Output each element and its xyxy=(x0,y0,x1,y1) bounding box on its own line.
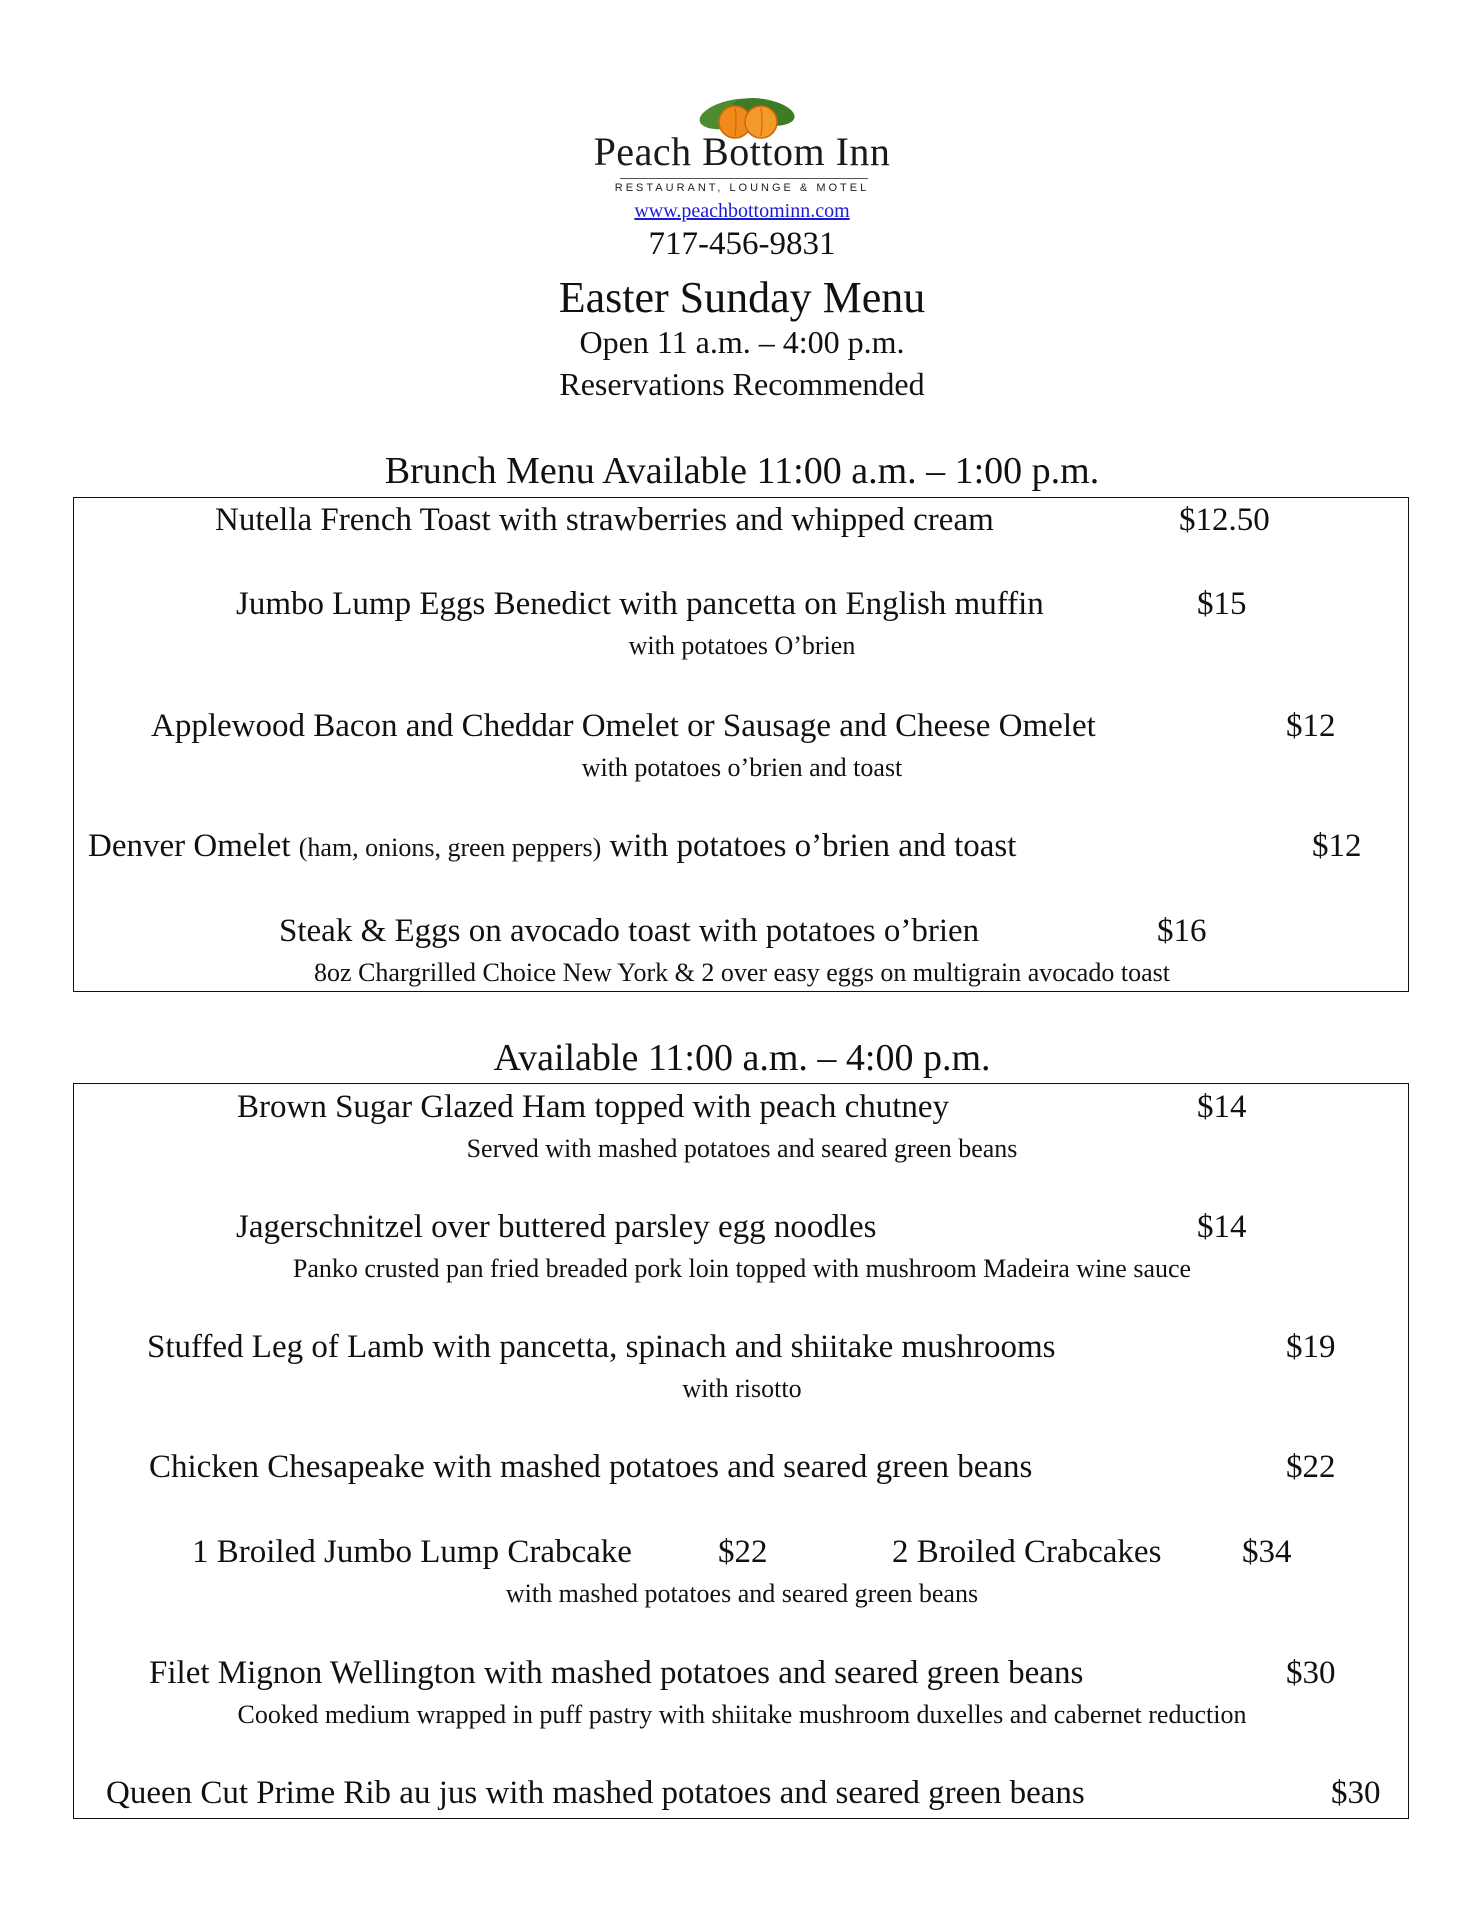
phone-number: 717-456-9831 xyxy=(648,226,836,262)
menu-item-price: $15 xyxy=(1197,586,1247,622)
menu-item-name: Filet Mignon Wellington with mashed potatoes and seared green beans xyxy=(149,1655,1084,1691)
brand-name: Peach Bottom Inn xyxy=(593,129,891,174)
menu-item-description: with mashed potatoes and seared green beans xyxy=(505,1579,979,1608)
opening-hours: Open 11 a.m. – 4:00 p.m. xyxy=(579,324,905,360)
menu-item-price: $30 xyxy=(1286,1655,1336,1691)
menu-item-name: 2 Broiled Crabcakes xyxy=(892,1534,1162,1570)
menu-item-description: Served with mashed potatoes and seared green beans xyxy=(466,1134,1018,1163)
menu-item-price: $34 xyxy=(1242,1534,1292,1570)
menu-item-price: $19 xyxy=(1286,1329,1336,1365)
brand-subtitle: RESTAURANT, LOUNGE & MOTEL xyxy=(614,182,870,194)
menu-item-name: Nutella French Toast with strawberries and whipped cream xyxy=(215,502,994,538)
menu-item-name: Jumbo Lump Eggs Benedict with pancetta on English muffin xyxy=(236,586,1044,622)
menu-item-name-part: Denver Omelet xyxy=(88,828,291,864)
menu-item-name: Steak & Eggs on avocado toast with potatoes o’brien xyxy=(279,913,980,949)
brand-divider xyxy=(620,178,868,179)
menu-item-name: Stuffed Leg of Lamb with pancetta, spinach and shiitake mushrooms xyxy=(147,1329,1056,1365)
allday-heading: Available 11:00 a.m. – 4:00 p.m. xyxy=(493,1037,991,1079)
menu-item-name-parenthetical: (ham, onions, green peppers) xyxy=(298,833,602,862)
page-title: Easter Sunday Menu xyxy=(558,273,926,322)
menu-item-name: Chicken Chesapeake with mashed potatoes and seared green beans xyxy=(149,1449,1033,1485)
menu-item-name: Brown Sugar Glazed Ham topped with peach chutney xyxy=(237,1089,950,1125)
menu-item-name xyxy=(88,828,1016,865)
menu-item-name: Applewood Bacon and Cheddar Omelet or Sausage and Cheese Omelet xyxy=(151,708,1096,744)
menu-item-price: $16 xyxy=(1157,913,1207,949)
menu-item-price: $22 xyxy=(1286,1449,1336,1485)
menu-item-price: $22 xyxy=(718,1534,768,1570)
menu-item-price: $14 xyxy=(1197,1209,1247,1245)
menu-item-name: Jagerschnitzel over buttered parsley egg noodles xyxy=(236,1209,877,1245)
reservations-note: Reservations Recommended xyxy=(559,366,925,402)
menu-item-price: $12 xyxy=(1312,828,1362,864)
menu-item-name-part: with potatoes o’brien and toast xyxy=(609,828,1017,864)
menu-item-price: $12.50 xyxy=(1179,502,1270,538)
brunch-heading: Brunch Menu Available 11:00 a.m. – 1:00 p.m. xyxy=(384,450,1100,492)
menu-item-description: with risotto xyxy=(682,1374,802,1403)
menu-item-price: $14 xyxy=(1197,1089,1247,1125)
menu-item-description: with potatoes o’brien and toast xyxy=(581,753,903,782)
menu-item-description: 8oz Chargrilled Choice New York & 2 over easy eggs on multigrain avocado toast xyxy=(314,958,1170,987)
menu-item-description: Cooked medium wrapped in puff pastry with shiitake mushroom duxelles and cabernet reduction xyxy=(237,1700,1247,1729)
menu-item-price: $30 xyxy=(1331,1775,1381,1811)
website-link[interactable]: www.peachbottominn.com xyxy=(634,200,850,222)
menu-item-description: with potatoes O’brien xyxy=(628,631,856,660)
menu-item-price: $12 xyxy=(1286,708,1336,744)
menu-item-name: Queen Cut Prime Rib au jus with mashed potatoes and seared green beans xyxy=(106,1775,1085,1811)
menu-item-description: Panko crusted pan fried breaded pork loin topped with mushroom Madeira wine sauce xyxy=(292,1254,1192,1283)
menu-item-name: 1 Broiled Jumbo Lump Crabcake xyxy=(192,1534,632,1570)
